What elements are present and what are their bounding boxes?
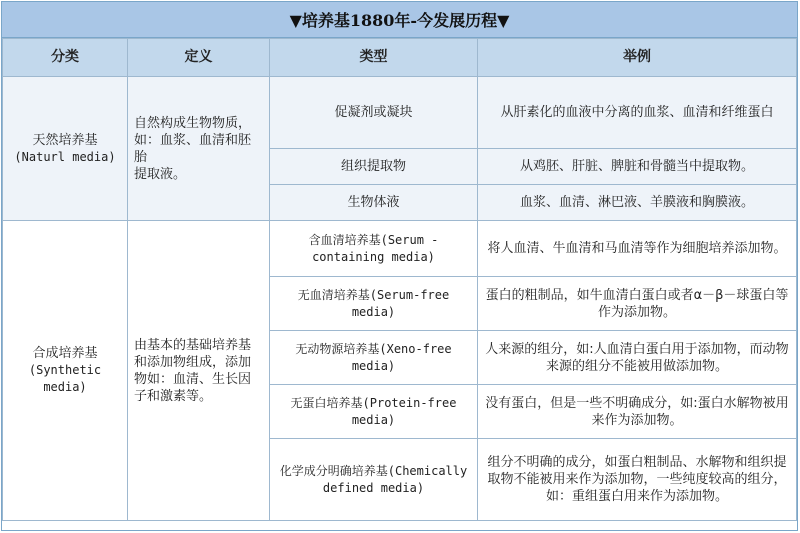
category-label-en: (Naturl media) xyxy=(14,149,116,164)
type-cell: 无血清培养基(Serum-free media) xyxy=(270,277,478,331)
example-cell: 蛋白的粗制品，如牛血清白蛋白或者α－β－球蛋白等作为添加物。 xyxy=(478,277,797,331)
category-label-cn: 天然培养基 xyxy=(32,132,98,148)
table-row xyxy=(3,221,797,277)
table-title: ▼培养基1880年-今发展历程▼ xyxy=(2,2,797,38)
category-cell-synthetic xyxy=(3,221,128,521)
example-cell: 人来源的组分，如:人血清白蛋白用于添加物，而动物来源的组分不能被用做添加物。 xyxy=(478,331,797,385)
category-label-en: (Synthetic media) xyxy=(28,363,102,394)
example-cell: 从肝素化的血液中分离的血浆、血清和纤维蛋白 xyxy=(478,77,797,149)
type-cell: 含血清培养基(Serum -containing media) xyxy=(270,221,478,277)
header-example: 举例 xyxy=(478,39,797,77)
media-history-table-container xyxy=(1,1,798,531)
category-label-cn: 合成培养基 xyxy=(32,346,98,361)
type-cell: 促凝剂或凝块 xyxy=(270,77,478,149)
example-cell: 组分不明确的成分，如蛋白粗制品、水解物和组织提取物不能被用来作为添加物，一些纯度较高的组分，如：重组蛋白用来作为添加物。 xyxy=(478,439,797,521)
example-cell: 将人血清、牛血清和马血清等作为细胞培养添加物。 xyxy=(478,221,797,277)
type-cell: 无蛋白培养基(Protein-free media) xyxy=(270,385,478,439)
type-cell: 化学成分明确培养基(Chemically defined media) xyxy=(270,439,478,521)
definition-cell-synthetic: 由基本的基础培养基和添加物组成，添加物如：血清、生长因子和激素等。 xyxy=(128,221,270,521)
type-cell: 无动物源培养基(Xeno-free media) xyxy=(270,331,478,385)
media-table xyxy=(2,38,797,521)
table-row xyxy=(3,77,797,149)
example-cell: 没有蛋白，但是一些不明确成分，如:蛋白水解物被用来作为添加物。 xyxy=(478,385,797,439)
header-definition: 定义 xyxy=(128,39,270,77)
example-cell: 从鸡胚、肝脏、脾脏和骨髓当中提取物。 xyxy=(478,149,797,185)
type-cell: 生物体液 xyxy=(270,185,478,221)
example-cell: 血浆、血清、淋巴液、羊膜液和胸膜液。 xyxy=(478,185,797,221)
header-row xyxy=(3,39,797,77)
category-cell-natural xyxy=(3,77,128,221)
header-type: 类型 xyxy=(270,39,478,77)
type-cell: 组织提取物 xyxy=(270,149,478,185)
header-category: 分类 xyxy=(3,39,128,77)
definition-cell-natural: 自然构成生物物质，如：血浆、血清和胚胎 提取液。 xyxy=(128,77,270,221)
